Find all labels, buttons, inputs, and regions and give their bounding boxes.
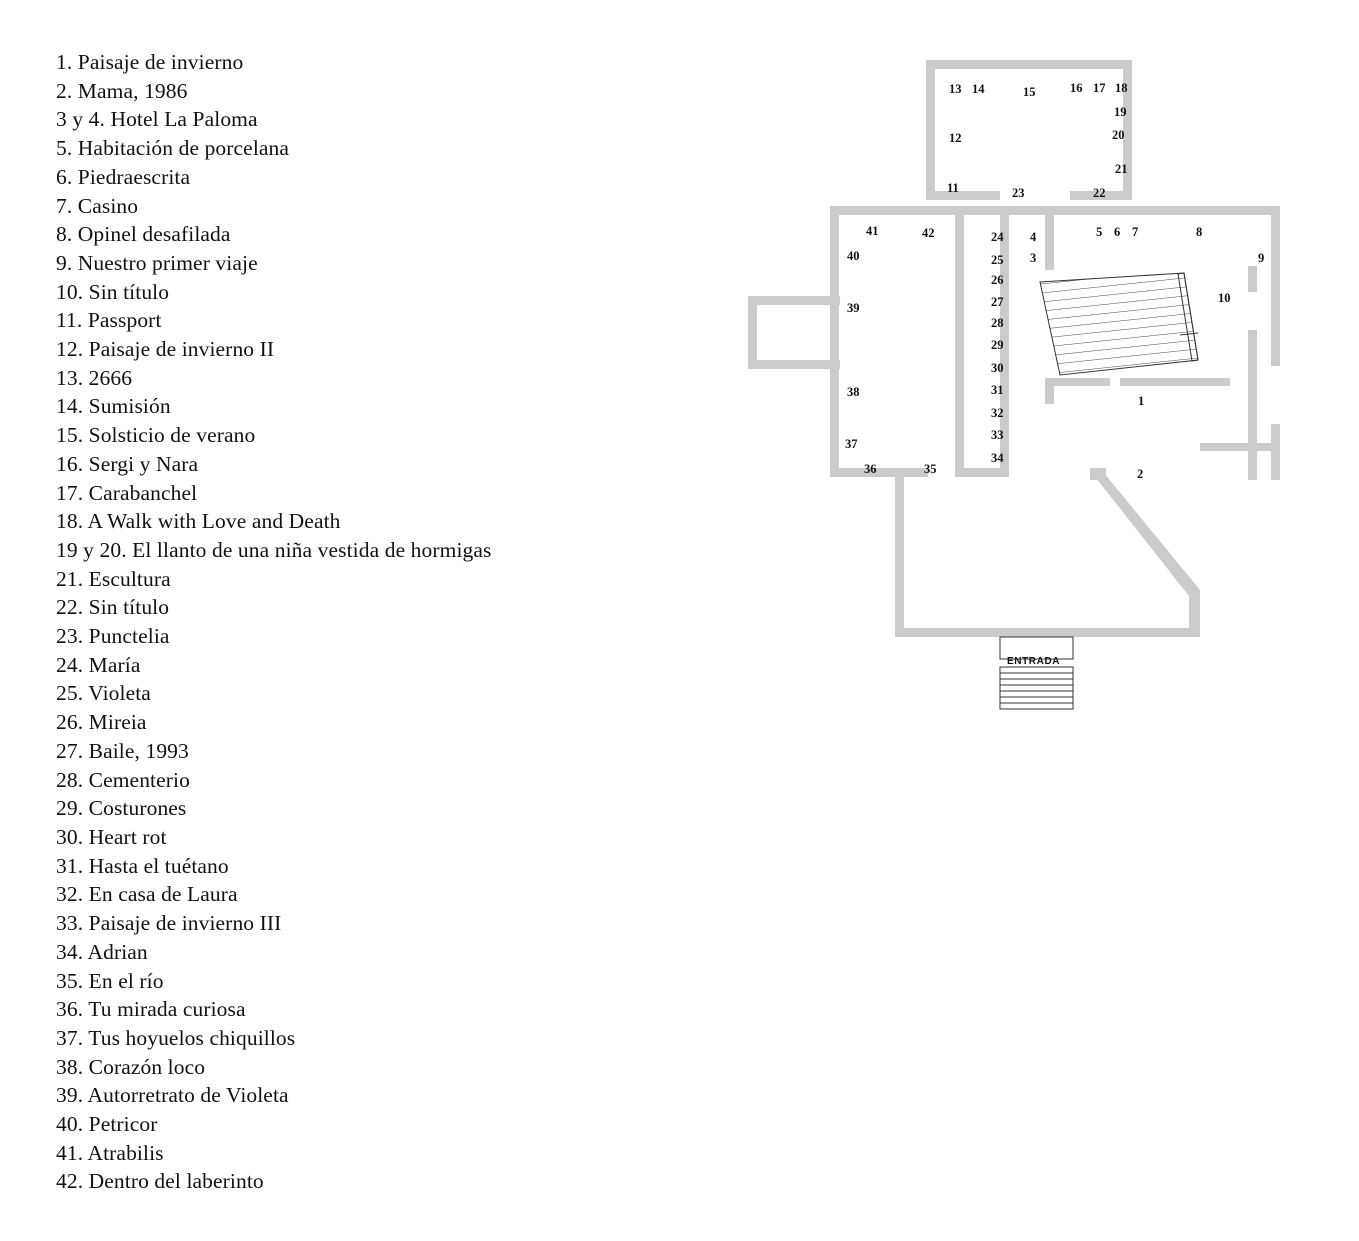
room-number-marker: 28 — [991, 316, 1004, 330]
artwork-list-item: 40. Petricor — [56, 1112, 158, 1137]
room-number-marker: 5 — [1096, 225, 1103, 239]
artwork-list-item: 2. Mama, 1986 — [56, 78, 188, 103]
artwork-list-item: 30. Heart rot — [56, 824, 167, 849]
artwork-list-item: 1. Paisaje de invierno — [56, 50, 244, 74]
entrance-label: ENTRADA — [1007, 656, 1061, 667]
artwork-list-item: 27. Baile, 1993 — [56, 738, 189, 763]
artwork-list-item: 11. Passport — [56, 308, 162, 333]
artwork-list-item: 8. Opinel desafilada — [56, 222, 231, 247]
room-number-marker: 35 — [924, 462, 937, 476]
room-number-marker: 40 — [847, 249, 860, 263]
artwork-list-item: 13. 2666 — [56, 365, 133, 390]
room-number-marker: 31 — [991, 383, 1004, 397]
room-number-marker: 12 — [949, 131, 962, 145]
room-number-marker: 7 — [1132, 225, 1139, 239]
room-number-marker: 24 — [991, 230, 1004, 244]
artwork-list-item: 23. Punctelia — [56, 624, 170, 649]
room-number-marker: 17 — [1093, 81, 1106, 95]
room-number-marker: 39 — [847, 301, 860, 315]
room-number-marker: 18 — [1115, 81, 1128, 95]
room-number-marker: 26 — [991, 273, 1004, 287]
room-number-marker: 22 — [1093, 186, 1106, 200]
artwork-list-item: 14. Sumisión — [56, 394, 171, 419]
room-number-marker: 4 — [1030, 230, 1037, 244]
room-number-marker: 15 — [1023, 85, 1036, 99]
room-number-marker: 14 — [972, 82, 985, 96]
artwork-list-item: 31. Hasta el tuétano — [56, 853, 229, 878]
hatched-gallery — [1040, 273, 1198, 375]
room-number-marker: 19 — [1114, 105, 1127, 119]
artwork-list-item: 42. Dentro del laberinto — [56, 1169, 264, 1194]
artwork-list-item: 22. Sin título — [56, 595, 170, 620]
room-number-marker: 37 — [845, 437, 858, 451]
artwork-list-item: 7. Casino — [56, 193, 139, 218]
artwork-list-item: 41. Atrabilis — [56, 1140, 164, 1165]
room-number-marker: 38 — [847, 385, 860, 399]
room-number-marker: 10 — [1218, 291, 1231, 305]
room-number-marker: 27 — [991, 295, 1004, 309]
artwork-list-item: 25. Violeta — [56, 681, 151, 706]
room-number-marker: 2 — [1137, 467, 1144, 481]
room-number-marker: 42 — [922, 226, 935, 240]
artwork-list-item: 24. María — [56, 652, 141, 677]
artwork-list-item: 33. Paisaje de invierno III — [56, 911, 282, 936]
room-number-marker: 16 — [1070, 81, 1083, 95]
artwork-list — [56, 48, 696, 1196]
room-number-marker: 6 — [1114, 225, 1121, 239]
artwork-list-item: 36. Tu mirada curiosa — [56, 997, 246, 1022]
artwork-list-item: 37. Tus hoyuelos chiquillos — [56, 1025, 296, 1050]
artwork-list-item: 17. Carabanchel — [56, 480, 198, 505]
artwork-list-item: 35. En el río — [56, 968, 164, 993]
entrance-steps — [1000, 637, 1073, 709]
room-number-marker: 32 — [991, 406, 1004, 420]
room-number-marker: 30 — [991, 361, 1004, 375]
room-number-marker: 36 — [864, 462, 877, 476]
floorplan-diagram — [700, 30, 1340, 750]
room-number-marker: 8 — [1196, 225, 1203, 239]
artwork-list-item: 34. Adrian — [56, 939, 148, 964]
room-number-marker: 34 — [991, 451, 1004, 465]
artwork-list-item: 3 y 4. Hotel La Paloma — [56, 107, 258, 132]
room-number-marker: 33 — [991, 428, 1004, 442]
artwork-list-item: 29. Costurones — [56, 796, 187, 821]
room-number-marker: 9 — [1258, 251, 1265, 265]
room-number-marker: 23 — [1012, 186, 1025, 200]
artwork-list-item: 26. Mireia — [56, 710, 147, 735]
artwork-list-item: 39. Autorretrato de Violeta — [56, 1083, 289, 1108]
floorplan-walls — [748, 60, 1280, 637]
room-number-marker: 1 — [1138, 394, 1145, 408]
artwork-list-item: 21. Escultura — [56, 566, 171, 591]
artwork-list-item: 6. Piedraescrita — [56, 164, 191, 189]
room-number-marker: 13 — [949, 82, 962, 96]
artwork-list-item: 32. En casa de Laura — [56, 882, 238, 907]
artwork-list-item: 28. Cementerio — [56, 767, 190, 792]
artwork-list-item: 9. Nuestro primer viaje — [56, 250, 258, 275]
artwork-list-item: 15. Solsticio de verano — [56, 423, 256, 448]
artwork-list-item: 18. A Walk with Love and Death — [56, 509, 341, 534]
floorplan-svg — [700, 30, 1340, 750]
room-number-marker: 3 — [1030, 251, 1037, 265]
room-number-marker: 29 — [991, 338, 1004, 352]
room-number-marker: 41 — [866, 224, 879, 238]
artwork-list-item: 38. Corazón loco — [56, 1054, 206, 1079]
artwork-list-item: 19 y 20. El llanto de una niña vestida de hormigas — [56, 537, 492, 562]
room-number-marker: 11 — [947, 181, 959, 195]
room-number-marker: 21 — [1115, 162, 1128, 176]
artwork-list-item: 12. Paisaje de invierno II — [56, 337, 275, 362]
artwork-list-item: 16. Sergi y Nara — [56, 451, 199, 476]
room-number-marker: 20 — [1112, 128, 1125, 142]
artwork-list-item: 10. Sin título — [56, 279, 170, 304]
room-number-marker: 25 — [991, 253, 1004, 267]
artwork-list-item: 5. Habitación de porcelana — [56, 136, 290, 161]
